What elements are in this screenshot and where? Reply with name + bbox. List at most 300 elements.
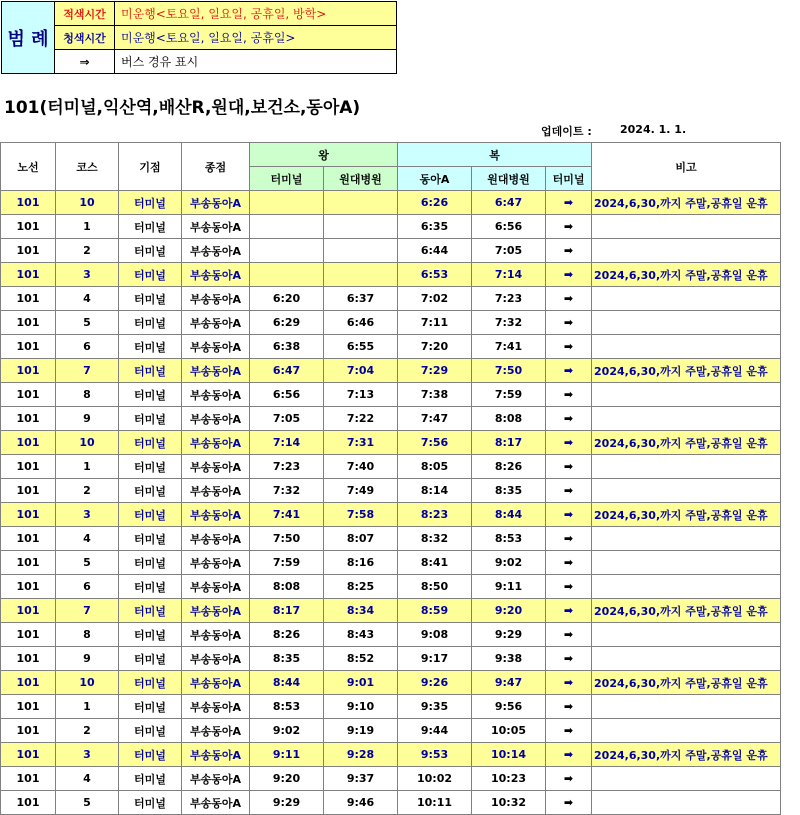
cell-out-hospital-time: 6:55 [324,335,398,359]
cell-note [592,479,781,503]
cell-in-hospital-time: 8:17 [472,431,546,455]
table-row [1,695,781,719]
table-row [1,743,781,767]
cell-in-hospital-time: 9:47 [472,671,546,695]
cell-in-donga-time: 7:02 [398,287,472,311]
cell-in-donga-time: 7:38 [398,383,472,407]
cell-note: 2024,6,30,까지 주말,공휴일 운휴 [592,503,781,527]
cell-out-terminal-time: 8:08 [250,575,324,599]
via-arrow-icon: ➡ [546,191,592,215]
cell-out-hospital-time: 8:43 [324,623,398,647]
legend-blue-desc: 미운행<토요일, 일요일, 공휴일> [115,26,397,50]
cell-out-terminal-time: 9:29 [250,791,324,815]
via-arrow-icon: ➡ [546,287,592,311]
via-arrow-icon: ➡ [546,215,592,239]
cell-in-donga-time: 9:35 [398,695,472,719]
cell-course: 2 [56,719,119,743]
cell-terminus: 부송동아A [182,527,250,551]
table-row [1,239,781,263]
cell-origin: 터미널 [119,575,182,599]
cell-origin: 터미널 [119,479,182,503]
cell-route: 101 [1,719,56,743]
cell-terminus: 부송동아A [182,503,250,527]
cell-origin: 터미널 [119,599,182,623]
cell-in-donga-time: 7:47 [398,407,472,431]
cell-terminus: 부송동아A [182,215,250,239]
cell-in-hospital-time: 10:05 [472,719,546,743]
cell-route: 101 [1,311,56,335]
cell-route: 101 [1,479,56,503]
cell-in-donga-time: 8:50 [398,575,472,599]
cell-origin: 터미널 [119,695,182,719]
cell-terminus: 부송동아A [182,671,250,695]
via-arrow-icon: ➡ [546,791,592,815]
cell-out-terminal-time: 7:23 [250,455,324,479]
cell-out-terminal-time: 7:50 [250,527,324,551]
cell-out-hospital-time: 8:34 [324,599,398,623]
cell-in-hospital-time: 6:56 [472,215,546,239]
table-row [1,191,781,215]
table-row [1,575,781,599]
table-row [1,215,781,239]
cell-out-hospital-time [324,215,398,239]
cell-out-hospital-time: 6:37 [324,287,398,311]
cell-course: 4 [56,767,119,791]
cell-terminus: 부송동아A [182,311,250,335]
cell-in-donga-time: 8:41 [398,551,472,575]
header-outbound: 왕 [250,143,398,167]
table-row [1,407,781,431]
cell-out-terminal-time: 7:14 [250,431,324,455]
cell-in-donga-time: 7:20 [398,335,472,359]
cell-in-hospital-time: 9:38 [472,647,546,671]
cell-in-hospital-time: 9:11 [472,575,546,599]
cell-note [592,215,781,239]
table-row [1,503,781,527]
cell-origin: 터미널 [119,551,182,575]
cell-out-hospital-time [324,191,398,215]
cell-out-terminal-time: 7:32 [250,479,324,503]
cell-terminus: 부송동아A [182,407,250,431]
legend-arrow-desc: 버스 경유 표시 [115,50,397,74]
cell-route: 101 [1,263,56,287]
via-arrow-icon: ➡ [546,695,592,719]
cell-course: 3 [56,743,119,767]
cell-note [592,695,781,719]
cell-out-hospital-time: 7:13 [324,383,398,407]
cell-origin: 터미널 [119,527,182,551]
cell-route: 101 [1,215,56,239]
legend-title: 범 례 [2,2,55,74]
cell-terminus: 부송동아A [182,623,250,647]
cell-out-terminal-time: 9:11 [250,743,324,767]
cell-route: 101 [1,599,56,623]
cell-in-hospital-time: 7:59 [472,383,546,407]
cell-note: 2024,6,30,까지 주말,공휴일 운휴 [592,263,781,287]
via-arrow-icon: ➡ [546,719,592,743]
via-arrow-icon: ➡ [546,599,592,623]
via-arrow-icon: ➡ [546,407,592,431]
cell-out-hospital-time: 9:19 [324,719,398,743]
cell-terminus: 부송동아A [182,647,250,671]
legend-box [1,1,397,74]
cell-terminus: 부송동아A [182,383,250,407]
cell-out-hospital-time: 6:46 [324,311,398,335]
via-arrow-icon: ➡ [546,527,592,551]
cell-terminus: 부송동아A [182,791,250,815]
cell-in-hospital-time: 7:23 [472,287,546,311]
cell-out-hospital-time: 9:46 [324,791,398,815]
header-course: 코스 [56,143,119,191]
update-label: 업데이트 : [541,125,592,138]
cell-note [592,311,781,335]
cell-terminus: 부송동아A [182,191,250,215]
cell-out-terminal-time: 6:20 [250,287,324,311]
table-row [1,431,781,455]
legend-red-label: 적색시간 [55,2,115,26]
cell-terminus: 부송동아A [182,695,250,719]
cell-course: 3 [56,263,119,287]
cell-out-hospital-time: 7:40 [324,455,398,479]
cell-in-donga-time: 7:56 [398,431,472,455]
cell-note [592,455,781,479]
via-arrow-icon: ➡ [546,431,592,455]
cell-route: 101 [1,431,56,455]
cell-note: 2024,6,30,까지 주말,공휴일 운휴 [592,431,781,455]
cell-in-hospital-time: 8:44 [472,503,546,527]
cell-route: 101 [1,623,56,647]
via-arrow-icon: ➡ [546,335,592,359]
cell-out-hospital-time: 8:07 [324,527,398,551]
cell-in-hospital-time: 10:23 [472,767,546,791]
cell-out-terminal-time: 9:20 [250,767,324,791]
cell-out-hospital-time: 9:37 [324,767,398,791]
cell-in-donga-time: 8:23 [398,503,472,527]
cell-in-donga-time: 9:08 [398,623,472,647]
cell-note [592,527,781,551]
table-row [1,599,781,623]
cell-course: 3 [56,503,119,527]
cell-in-hospital-time: 8:53 [472,527,546,551]
table-row [1,719,781,743]
cell-out-terminal-time: 8:53 [250,695,324,719]
cell-terminus: 부송동아A [182,479,250,503]
cell-course: 1 [56,695,119,719]
cell-out-terminal-time: 8:44 [250,671,324,695]
cell-route: 101 [1,191,56,215]
update-date: 2024. 1. 1. [620,123,687,136]
cell-note [592,287,781,311]
cell-origin: 터미널 [119,263,182,287]
cell-terminus: 부송동아A [182,719,250,743]
cell-in-hospital-time: 7:05 [472,239,546,263]
header-in-stop-donga: 동아A [398,167,472,191]
cell-in-hospital-time: 6:47 [472,191,546,215]
cell-course: 4 [56,287,119,311]
cell-origin: 터미널 [119,191,182,215]
via-arrow-icon: ➡ [546,359,592,383]
cell-origin: 터미널 [119,335,182,359]
via-arrow-icon: ➡ [546,743,592,767]
cell-in-donga-time: 6:26 [398,191,472,215]
cell-route: 101 [1,695,56,719]
cell-note [592,239,781,263]
cell-out-terminal-time [250,191,324,215]
via-arrow-icon: ➡ [546,455,592,479]
route-title: 101(터미널,익산역,배산R,원대,보건소,동아A) [4,98,361,118]
cell-note: 2024,6,30,까지 주말,공휴일 운휴 [592,191,781,215]
cell-route: 101 [1,287,56,311]
header-out-stop-terminal: 터미널 [250,167,324,191]
table-row [1,623,781,647]
via-arrow-icon: ➡ [546,575,592,599]
cell-terminus: 부송동아A [182,335,250,359]
cell-out-hospital-time: 7:31 [324,431,398,455]
cell-route: 101 [1,335,56,359]
cell-course: 10 [56,671,119,695]
header-out-stop-hospital: 원대병원 [324,167,398,191]
via-arrow-icon: ➡ [546,551,592,575]
cell-note [592,407,781,431]
cell-note: 2024,6,30,까지 주말,공휴일 운휴 [592,743,781,767]
cell-origin: 터미널 [119,431,182,455]
cell-route: 101 [1,767,56,791]
cell-in-donga-time: 6:44 [398,239,472,263]
cell-in-hospital-time: 8:26 [472,455,546,479]
cell-origin: 터미널 [119,671,182,695]
header-origin: 기점 [119,143,182,191]
table-row [1,527,781,551]
cell-course: 8 [56,623,119,647]
cell-in-donga-time: 8:05 [398,455,472,479]
cell-route: 101 [1,551,56,575]
cell-out-terminal-time: 7:05 [250,407,324,431]
cell-origin: 터미널 [119,311,182,335]
cell-out-hospital-time [324,263,398,287]
cell-note: 2024,6,30,까지 주말,공휴일 운휴 [592,359,781,383]
cell-course: 4 [56,527,119,551]
cell-origin: 터미널 [119,407,182,431]
cell-out-terminal-time [250,263,324,287]
cell-in-hospital-time: 9:20 [472,599,546,623]
cell-in-donga-time: 9:44 [398,719,472,743]
cell-terminus: 부송동아A [182,575,250,599]
cell-out-hospital-time: 8:25 [324,575,398,599]
cell-out-terminal-time: 8:17 [250,599,324,623]
cell-origin: 터미널 [119,287,182,311]
cell-origin: 터미널 [119,359,182,383]
cell-terminus: 부송동아A [182,287,250,311]
cell-in-hospital-time: 9:02 [472,551,546,575]
via-arrow-icon: ➡ [546,503,592,527]
table-row [1,263,781,287]
table-row [1,551,781,575]
via-arrow-icon: ➡ [546,479,592,503]
cell-origin: 터미널 [119,503,182,527]
cell-course: 7 [56,359,119,383]
cell-out-terminal-time: 7:59 [250,551,324,575]
cell-origin: 터미널 [119,383,182,407]
cell-in-hospital-time: 7:41 [472,335,546,359]
cell-note: 2024,6,30,까지 주말,공휴일 운휴 [592,671,781,695]
cell-out-terminal-time: 6:56 [250,383,324,407]
cell-in-donga-time: 8:14 [398,479,472,503]
cell-origin: 터미널 [119,719,182,743]
cell-course: 5 [56,311,119,335]
cell-origin: 터미널 [119,215,182,239]
cell-in-donga-time: 9:26 [398,671,472,695]
cell-in-donga-time: 7:11 [398,311,472,335]
cell-in-donga-time: 8:59 [398,599,472,623]
via-arrow-icon: ➡ [546,239,592,263]
cell-out-terminal-time [250,215,324,239]
cell-note [592,575,781,599]
table-row [1,791,781,815]
header-route: 노선 [1,143,56,191]
timetable [0,142,781,815]
cell-terminus: 부송동아A [182,239,250,263]
cell-course: 5 [56,551,119,575]
cell-origin: 터미널 [119,647,182,671]
table-row [1,455,781,479]
cell-terminus: 부송동아A [182,431,250,455]
cell-terminus: 부송동아A [182,767,250,791]
header-inbound: 복 [398,143,592,167]
cell-out-terminal-time [250,239,324,263]
cell-route: 101 [1,575,56,599]
cell-course: 9 [56,407,119,431]
cell-route: 101 [1,455,56,479]
cell-in-donga-time: 9:53 [398,743,472,767]
cell-in-hospital-time: 8:08 [472,407,546,431]
table-row [1,767,781,791]
cell-course: 8 [56,383,119,407]
cell-in-donga-time: 10:11 [398,791,472,815]
table-row [1,479,781,503]
cell-terminus: 부송동아A [182,263,250,287]
cell-in-hospital-time: 8:35 [472,479,546,503]
cell-note [592,383,781,407]
table-row [1,335,781,359]
cell-course: 10 [56,431,119,455]
cell-route: 101 [1,359,56,383]
cell-out-terminal-time: 7:41 [250,503,324,527]
table-row [1,647,781,671]
table-row [1,287,781,311]
via-arrow-icon: ➡ [546,767,592,791]
header-note: 비고 [592,143,781,191]
cell-origin: 터미널 [119,455,182,479]
cell-origin: 터미널 [119,623,182,647]
cell-course: 5 [56,791,119,815]
via-arrow-icon: ➡ [546,263,592,287]
cell-in-hospital-time: 9:29 [472,623,546,647]
cell-terminus: 부송동아A [182,551,250,575]
cell-out-hospital-time: 7:58 [324,503,398,527]
legend-red-desc: 미운행<토요일, 일요일, 공휴일, 방학> [115,2,397,26]
cell-out-hospital-time: 8:16 [324,551,398,575]
cell-note [592,767,781,791]
table-row [1,359,781,383]
cell-in-hospital-time: 7:14 [472,263,546,287]
cell-note [592,791,781,815]
via-arrow-icon: ➡ [546,671,592,695]
cell-course: 1 [56,215,119,239]
cell-out-hospital-time: 7:22 [324,407,398,431]
cell-note [592,551,781,575]
cell-out-terminal-time: 6:38 [250,335,324,359]
cell-route: 101 [1,407,56,431]
cell-course: 9 [56,647,119,671]
via-arrow-icon: ➡ [546,623,592,647]
cell-course: 2 [56,479,119,503]
cell-route: 101 [1,671,56,695]
cell-route: 101 [1,743,56,767]
cell-in-donga-time: 6:53 [398,263,472,287]
cell-course: 7 [56,599,119,623]
cell-note: 2024,6,30,까지 주말,공휴일 운휴 [592,599,781,623]
cell-note [592,647,781,671]
header-in-stop-hospital: 원대병원 [472,167,546,191]
cell-out-terminal-time: 8:26 [250,623,324,647]
cell-in-donga-time: 9:17 [398,647,472,671]
cell-terminus: 부송동아A [182,359,250,383]
cell-out-terminal-time: 6:47 [250,359,324,383]
table-row [1,311,781,335]
cell-terminus: 부송동아A [182,455,250,479]
cell-course: 6 [56,575,119,599]
cell-in-donga-time: 6:35 [398,215,472,239]
cell-course: 1 [56,455,119,479]
cell-route: 101 [1,527,56,551]
cell-note [592,623,781,647]
legend-arrow-symbol: ⇒ [55,50,115,74]
header-in-stop-terminal: 터미널 [546,167,592,191]
cell-course: 6 [56,335,119,359]
cell-route: 101 [1,383,56,407]
cell-in-hospital-time: 7:32 [472,311,546,335]
cell-out-hospital-time: 9:01 [324,671,398,695]
cell-in-hospital-time: 10:32 [472,791,546,815]
header-terminus: 종점 [182,143,250,191]
cell-out-hospital-time: 7:04 [324,359,398,383]
cell-out-terminal-time: 9:02 [250,719,324,743]
cell-in-donga-time: 8:32 [398,527,472,551]
cell-out-terminal-time: 6:29 [250,311,324,335]
via-arrow-icon: ➡ [546,383,592,407]
cell-route: 101 [1,647,56,671]
table-row [1,671,781,695]
cell-out-hospital-time: 7:49 [324,479,398,503]
cell-in-donga-time: 7:29 [398,359,472,383]
cell-note [592,719,781,743]
cell-in-hospital-time: 9:56 [472,695,546,719]
cell-in-donga-time: 10:02 [398,767,472,791]
cell-out-hospital-time: 9:10 [324,695,398,719]
cell-out-hospital-time [324,239,398,263]
table-row [1,383,781,407]
via-arrow-icon: ➡ [546,647,592,671]
cell-terminus: 부송동아A [182,599,250,623]
cell-origin: 터미널 [119,791,182,815]
cell-course: 2 [56,239,119,263]
cell-origin: 터미널 [119,743,182,767]
legend-blue-label: 청색시간 [55,26,115,50]
cell-route: 101 [1,503,56,527]
cell-note [592,335,781,359]
cell-out-terminal-time: 8:35 [250,647,324,671]
cell-in-hospital-time: 10:14 [472,743,546,767]
